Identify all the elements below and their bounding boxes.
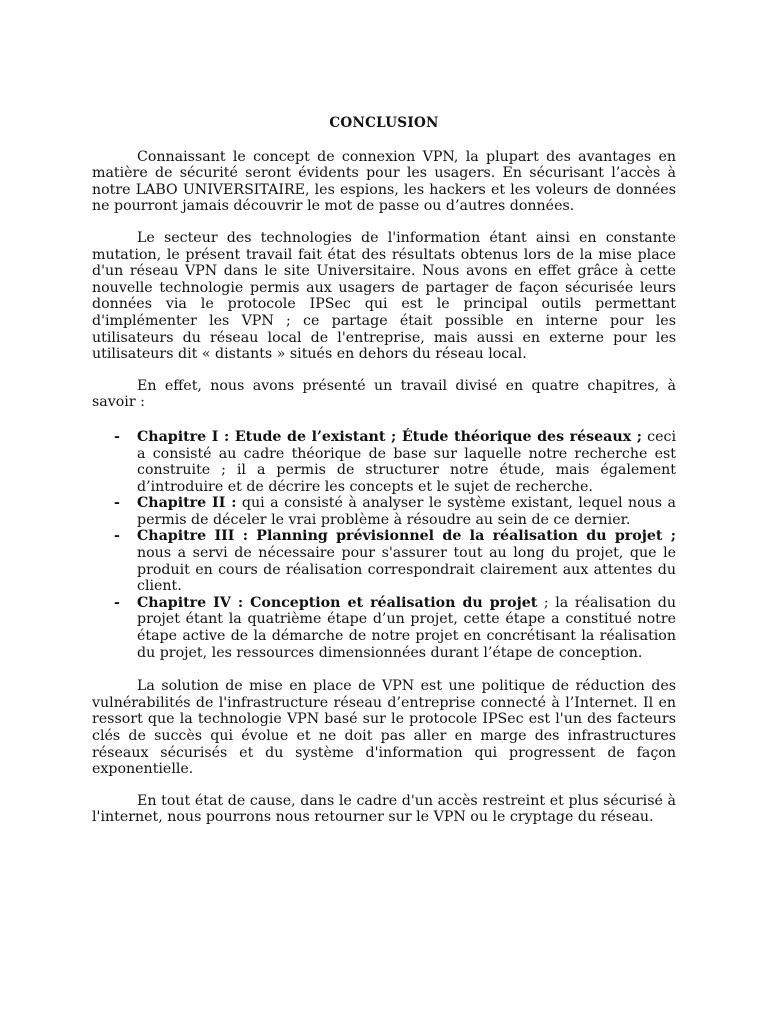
chapter-description: ; la réalisation du projet étant la quatrième étape d’un projet, cette étape a constitué notre étape active de la démarche de notre projet en concrétisant la réalisation du projet, les ressources dimensionnées durant l’étape de conception. <box>137 594 677 661</box>
chapter-item-1 <box>92 429 676 495</box>
paragraph-chapters-intro: En effet, nous avons présenté un travail divisé en quatre chapitres, à savoir : <box>92 377 676 411</box>
chapter-title: Chapitre III : Planning prévisionnel de la réalisation du projet ; <box>137 528 676 545</box>
chapter-title: Chapitre I : Etude de l’existant ; Étude théorique des réseaux ; <box>137 428 642 445</box>
chapter-description: qui a consisté à analyser le système existant, lequel nous a permis de déceler le vrai problème à résoudre au sein de ce dernier. <box>137 495 676 528</box>
chapter-list <box>92 429 676 661</box>
list-bullet: - <box>114 594 120 611</box>
chapter-title: Chapitre II : <box>137 495 237 512</box>
list-bullet: - <box>114 495 120 512</box>
paragraph-it-sector: Le secteur des technologies de l'information étant ainsi en constante mutation, le présent travail fait état des résultats obtenus lors de la mise place d'un réseau VPN dans le site Universitaire. Nous avons en effet grâce à cette nouvelle technologie permis aux usagers de partager de façon sécurisée leurs données via le protocole IPSec qui est le principal outils permettant d'implémenter les VPN ; ce partage était possible en interne pour les utilisateurs du réseau local de l'entreprise, mais aussi en externe pour les utilisateurs dit « distants » situés en dehors du réseau local. <box>92 229 676 363</box>
chapter-item-3 <box>92 528 676 594</box>
list-bullet: - <box>114 428 120 445</box>
page-title: CONCLUSION <box>329 115 439 131</box>
paragraph-final: En tout état de cause, dans le cadre d'un accès restreint et plus sécurisé à l'internet, nous pourrons nous retourner sur le VPN ou le cryptage du réseau. <box>92 792 676 826</box>
chapter-description: ceci a consisté au cadre théorique de base sur laquelle notre recherche est construite ; il a permis de structurer notre étude, mais également d’introduire et de décrire les concepts et le sujet de recherche. <box>137 428 676 495</box>
chapter-item-4 <box>92 595 676 661</box>
chapter-item-2 <box>92 495 676 528</box>
paragraph-vpn-solution: La solution de mise en place de VPN est une politique de réduction des vulnérabilités de l'infrastructure réseau d’entreprise connecté à l’Internet. Il en ressort que la technologie VPN basé sur le protocole IPSec est l'un des facteurs clés de succès qui évolue et ne doit pas aller en marge des infrastructures réseaux sécurisés et du système d'information qui progressent de façon exponentielle. <box>92 678 676 778</box>
list-bullet: - <box>114 528 120 545</box>
chapter-description: nous a servi de nécessaire pour s'assurer tout au long du projet, que le produit en cours de réalisation correspondrait clairement aux attentes du client. <box>137 545 676 595</box>
chapter-title: Chapitre IV : Conception et réalisation du projet <box>137 594 538 611</box>
document-body <box>92 115 676 841</box>
paragraph-vpn-advantages: Connaissant le concept de connexion VPN, la plupart des avantages en matière de sécurité seront évidents pour les usagers. En sécurisant l’accès à notre LABO UNIVERSITAIRE, les espions, les hackers et les voleurs de données ne pourront jamais découvrir le mot de passe ou d’autres données. <box>92 148 676 215</box>
